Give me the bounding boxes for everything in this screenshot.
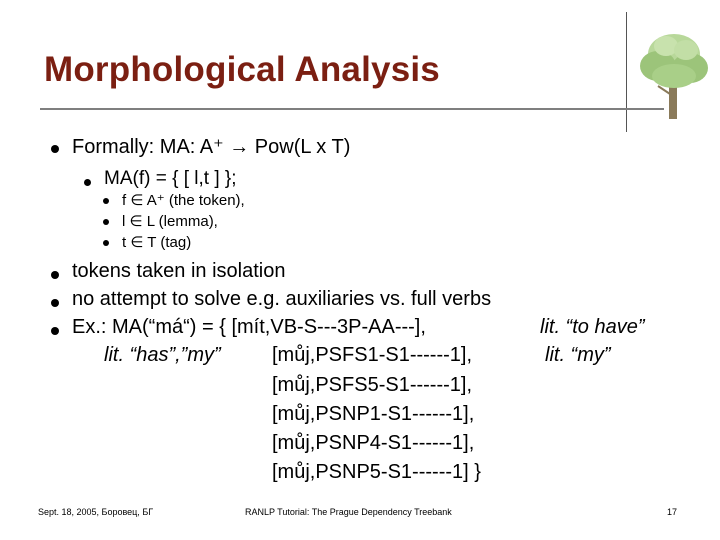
page-number: 17 bbox=[667, 507, 678, 517]
bullet-example: Ex.: MA(“má“) = { [mít,VB-S---3P-AA---], bbox=[72, 316, 426, 338]
analysis-row: [můj,PSNP4-S1------1], bbox=[272, 432, 475, 454]
gloss-to-have: lit. “to have” bbox=[540, 316, 645, 338]
analysis-row: [můj,PSFS1-S1------1], bbox=[272, 344, 473, 366]
tree-logo bbox=[634, 24, 714, 124]
tree-icon bbox=[640, 34, 708, 119]
bullet-dot bbox=[51, 299, 59, 307]
bullet-dot bbox=[51, 271, 59, 279]
bullet-dot bbox=[103, 198, 109, 204]
gloss-my: lit. “my” bbox=[545, 344, 611, 366]
analysis-row: [můj,PSFS5-S1------1], bbox=[272, 374, 473, 396]
analysis-row: [můj,PSNP5-S1------1] } bbox=[272, 461, 481, 483]
title-rule bbox=[40, 108, 664, 110]
bullet-dot bbox=[84, 179, 91, 186]
bullet-t-tag: t ∈ T (tag) bbox=[122, 234, 192, 251]
footer-title: RANLP Tutorial: The Prague Dependency Treebank bbox=[245, 507, 452, 517]
vertical-divider bbox=[626, 12, 627, 132]
analysis-row: [můj,PSNP1-S1------1], bbox=[272, 403, 475, 425]
bullet-ma-f: MA(f) = { [ l,t ] }; bbox=[104, 168, 237, 189]
bullet-l-lemma: l ∈ L (lemma), bbox=[122, 213, 218, 230]
footer-date: Sept. 18, 2005, Боровец, БГ bbox=[38, 507, 154, 517]
bullet-dot bbox=[51, 145, 59, 153]
bullet-dot bbox=[103, 240, 109, 246]
bullet-no-attempt: no attempt to solve e.g. auxiliaries vs. full verbs bbox=[72, 288, 492, 310]
bullet-dot bbox=[103, 219, 109, 225]
bullet-formally: Formally: MA: A⁺ → Pow(L x T) bbox=[72, 136, 351, 158]
bullet-dot bbox=[51, 327, 59, 335]
slide-title: Morphological Analysis bbox=[44, 50, 440, 89]
gloss-has-my: lit. “has”,”my” bbox=[104, 344, 221, 366]
bullet-isolation: tokens taken in isolation bbox=[72, 260, 286, 282]
bullet-f-token: f ∈ A⁺ (the token), bbox=[122, 192, 245, 209]
